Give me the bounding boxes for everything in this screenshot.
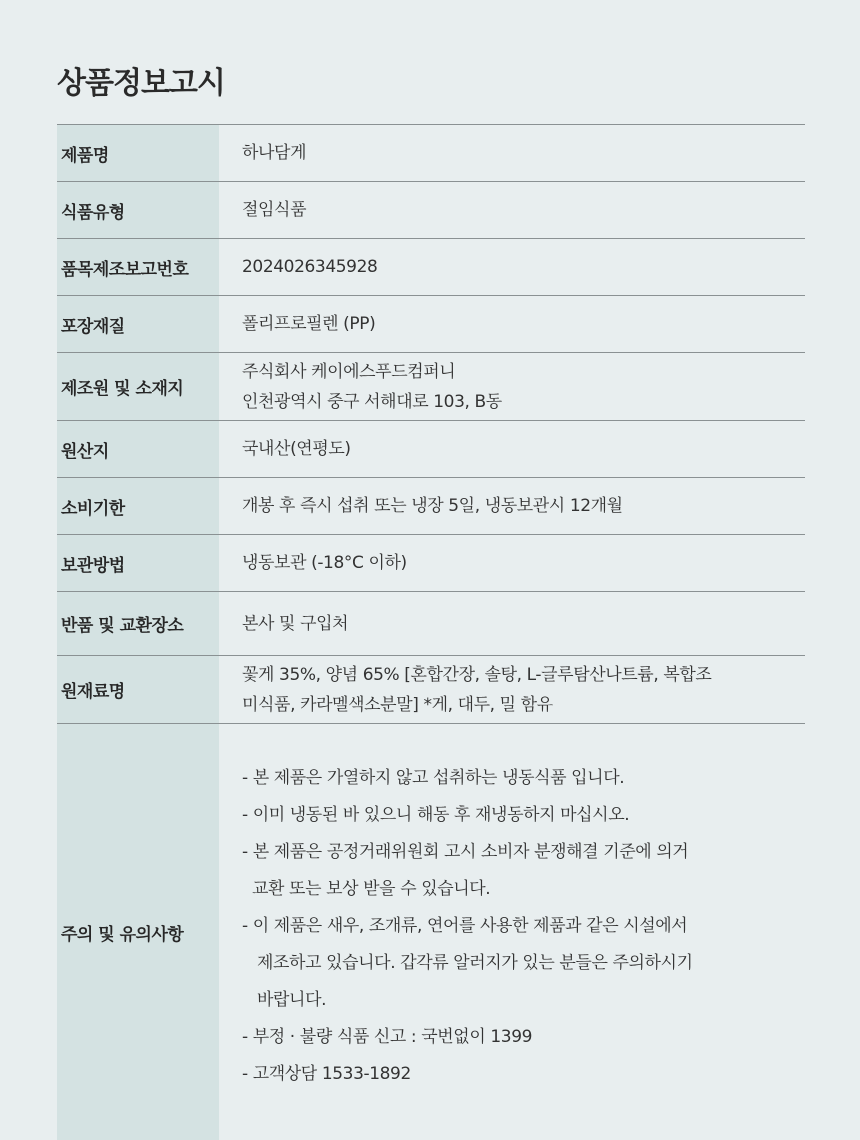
caution-line: - 이미 냉동된 바 있으니 해동 후 재냉동하지 마십시오.	[242, 805, 630, 825]
row-product-name	[57, 125, 805, 182]
row-value	[219, 125, 805, 181]
row-return-place	[57, 592, 805, 656]
row-label: 보관방법	[57, 535, 219, 591]
row-storage	[57, 535, 805, 592]
caution-line: - 고객상담 1533-1892	[242, 1064, 411, 1084]
value-line: 본사 및 구입처	[242, 613, 349, 634]
row-label: 식품유형	[57, 182, 219, 238]
caution-line: - 이 제품은 새우, 조개류, 연어를 사용한 제품과 같은 시설에서	[242, 916, 688, 936]
row-value	[219, 239, 805, 295]
value-line: 인천광역시 중구 서해대로 103, B동	[242, 391, 502, 412]
row-label: 포장재질	[57, 296, 219, 352]
row-label: 제조원 및 소재지	[57, 353, 219, 420]
row-value	[219, 353, 805, 420]
row-ingredients	[57, 656, 805, 724]
value-line: 미식품, 카라멜색소분말] *게, 대두, 밀 함유	[242, 694, 553, 715]
row-label: 품목제조보고번호	[57, 239, 219, 295]
page-title: 상품정보고시	[57, 66, 225, 101]
row-report-number	[57, 239, 805, 296]
value-line: 꽃게 35%, 양념 65% [혼합간장, 솔탕, L-글루탐산나트륨, 복합조	[242, 664, 712, 685]
row-food-type	[57, 182, 805, 239]
value-line: 절임식품	[242, 200, 307, 220]
value-line: 폴리프로필렌 (PP)	[242, 314, 376, 334]
product-info-table	[57, 124, 805, 1140]
row-value	[219, 421, 805, 477]
row-label: 원재료명	[57, 656, 219, 723]
caution-line: - 본 제품은 공정거래위원회 고시 소비자 분쟁해결 기준에 의거	[242, 842, 689, 862]
caution-line: - 부정 · 불량 식품 신고 : 국번없이 1399	[242, 1027, 533, 1047]
caution-line: 교환 또는 보상 받을 수 있습니다.	[242, 879, 491, 899]
row-value	[219, 535, 805, 591]
value-line: 냉동보관 (-18°C 이하)	[242, 553, 407, 573]
row-value	[219, 478, 805, 534]
row-cautions	[57, 724, 805, 1140]
caution-line: 제조하고 있습니다. 갑각류 알러지가 있는 분들은 주의하시기	[242, 953, 693, 973]
row-value	[219, 182, 805, 238]
row-label: 소비기한	[57, 478, 219, 534]
row-label: 제품명	[57, 125, 219, 181]
row-label: 원산지	[57, 421, 219, 477]
row-packaging	[57, 296, 805, 353]
caution-line: 바랍니다.	[242, 990, 327, 1010]
row-value	[219, 592, 805, 655]
row-value	[219, 656, 805, 723]
value-line: 2024026345928	[242, 257, 378, 277]
value-line: 국내산(연평도)	[242, 439, 351, 459]
value-line: 하나담게	[242, 143, 307, 163]
row-value	[219, 724, 805, 1140]
value-line: 주식회사 케이에스푸드컴퍼니	[242, 361, 456, 382]
row-expiry	[57, 478, 805, 535]
caution-line: - 본 제품은 가열하지 않고 섭취하는 냉동식품 입니다.	[242, 768, 625, 788]
row-origin	[57, 421, 805, 478]
row-value	[219, 296, 805, 352]
row-label: 반품 및 교환장소	[57, 592, 219, 655]
row-manufacturer	[57, 353, 805, 421]
value-line: 개봉 후 즉시 섭취 또는 냉장 5일, 냉동보관시 12개월	[242, 496, 623, 516]
row-label: 주의 및 유의사항	[57, 724, 219, 1140]
